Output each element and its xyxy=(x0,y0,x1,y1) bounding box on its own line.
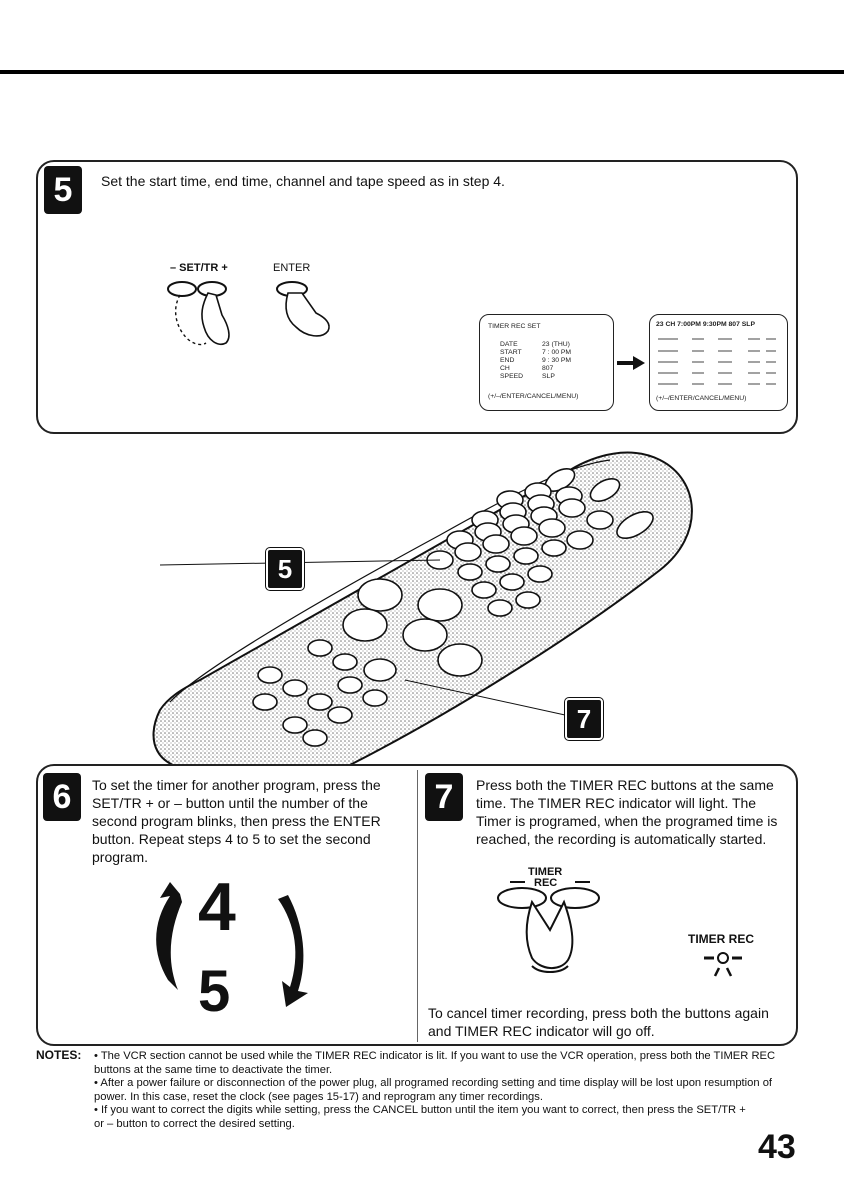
step5-text: Set the start time, end time, channel and tape speed as in step 4. xyxy=(101,173,505,189)
settr-button-label: – SET/TR + xyxy=(170,262,228,274)
screen-value-date: 23 (THU) xyxy=(542,341,570,348)
cycle-arrow-right-icon xyxy=(268,895,318,1015)
screen-label-date: DATE xyxy=(500,341,518,348)
remote-callout-7: 7 xyxy=(565,698,603,740)
screen-label-end: END xyxy=(500,357,515,364)
note-item-2: • After a power failure or disconnection of the power plug, all programed recording setting and time display will be lost upon resumption of power. In this case, reset the clock (see pages 15-17) and reprogram any timer recordings. xyxy=(94,1077,773,1103)
remote-control-illustration xyxy=(140,440,710,770)
step5-number: 5 xyxy=(44,166,82,214)
step6-text: To set the timer for another program, press the SET/TR + or – button until the number of the second program blinks, then press the ENTER button. Repeat steps 4 to 5 to set the second program. xyxy=(92,777,381,865)
remote-callout-5: 5 xyxy=(266,548,304,590)
timer-rec-set-screen xyxy=(479,314,614,411)
screen2-header: 23 CH 7:00PM 9:30PM 807 SLP xyxy=(656,321,755,328)
screen-value-speed: SLP xyxy=(542,373,555,380)
enter-button-label: ENTER xyxy=(273,262,311,274)
screen-label-speed: SPEED xyxy=(500,373,524,380)
note-item-1: • The VCR section cannot be used while the TIMER REC indicator is lit. If you want to use the VCR operation, press both the TIMER REC buttons at the same time to deactivate the timer. xyxy=(94,1050,776,1076)
screen-label-ch: CH xyxy=(500,365,510,372)
page-number: 43 xyxy=(758,1128,796,1166)
screen-footer: (+/–/ENTER/CANCEL/MENU) xyxy=(488,393,579,400)
arrow-right-icon xyxy=(617,356,645,370)
step7-number: 7 xyxy=(425,773,463,821)
screen2-footer: (+/–/ENTER/CANCEL/MENU) xyxy=(656,395,747,402)
top-rule xyxy=(0,70,844,74)
timer-program-list-screen xyxy=(649,314,788,411)
cycle-arrow-left-icon xyxy=(140,880,190,1000)
screen-value-ch: 807 xyxy=(542,365,554,372)
screen-label-start: START xyxy=(500,349,522,356)
step6-number: 6 xyxy=(43,773,81,821)
step7-text: Press both the TIMER REC buttons at the same time. The TIMER REC indicator will light. The Timer is programed, when the programed time is reached, the recording is automatically started. xyxy=(476,777,778,847)
screen-title: TIMER REC SET xyxy=(488,323,541,330)
cancel-timer-text: To cancel timer recording, press both the buttons again and TIMER REC indicator will go off. xyxy=(428,1005,769,1039)
screen-value-end: 9 : 30 PM xyxy=(542,357,572,364)
step6-big-4: 4 xyxy=(198,869,236,945)
timer-label-1: TIMER xyxy=(528,866,563,878)
timer-rec-indicator-label: TIMER REC xyxy=(688,932,754,946)
notes-heading: NOTES: xyxy=(36,1048,82,1062)
hand-press-illustration xyxy=(150,275,350,365)
timer-label-2: REC xyxy=(534,877,558,889)
step6-big-5: 5 xyxy=(198,959,231,1024)
timer-rec-indicator-light-icon xyxy=(702,948,744,980)
note-item-3: • If you want to correct the digits while setting, press the CANCEL button until the item you want to correct, then press the SET/TR + or – button to correct the desired setting. xyxy=(94,1104,746,1130)
screen-value-start: 7 : 00 PM xyxy=(542,349,572,356)
screen2-blank-rows xyxy=(656,335,781,390)
timer-rec-buttons-press-illustration xyxy=(480,870,620,980)
steps-divider xyxy=(417,770,418,1042)
